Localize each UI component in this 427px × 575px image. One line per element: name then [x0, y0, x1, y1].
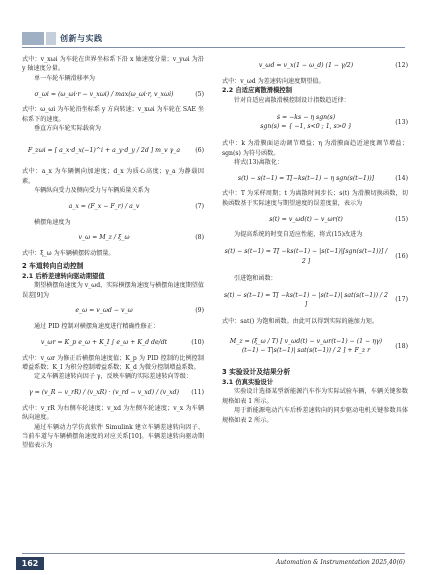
equation-line: ṡ = −ks − η sgn(s)	[276, 113, 336, 121]
equation-number: (10)	[191, 338, 204, 346]
journal-citation: Automation & Instrumentation 2025,40(6)	[275, 559, 405, 566]
equation-body: M_z = (ξ_ω / T) [ v_ωd(t) − v_ωr(t−1) − (1 − ηγ)(t−1) − T|s(t−1)| sat(s(t−1)) / 2 ] + F_z r	[229, 338, 383, 355]
paragraph: 式中：sat() 为饱和函数。由此可以得到实际的施加力矩。	[222, 318, 379, 326]
paragraph: 式中：k 为滑膜面运动调节增益；η 为滑膜面趋近速度调节增益；sgn(s) 为符号函数。	[222, 140, 408, 157]
equation-number: (6)	[195, 146, 204, 154]
right-column	[222, 55, 408, 425]
equation-body: s(t) = v_ωd(t) − v_ωr(t)	[269, 215, 343, 223]
equation-body: a_x = (F_x − F_r) / a_v	[68, 202, 140, 210]
header-rule	[22, 47, 405, 48]
paragraph: 用于新能源电动汽车后桥差速转向的同步驱动电机关键参数具体规格如表 2 所示。	[222, 407, 408, 424]
paragraph: 车辆纵向受力及侧向受力与车辆质量关系为	[34, 187, 150, 195]
paragraph: 通过车辆动力学仿真软件 Simulink 建立车辆差速转向因子、当前车道与车辆横摆角速度的对应关系[10]。车辆差速转向驱动期望值表示为	[22, 423, 204, 450]
equation-number: (15)	[395, 215, 408, 223]
paragraph: 期望横摆角速度为 v_ωd，实际横摆角速度与横摆角速度期望值误差[9]为	[22, 282, 204, 299]
paragraph: 将式(13)离散化：	[234, 159, 284, 167]
subsection-heading: 2.1 后桥差速转向驱动期望值	[22, 272, 105, 280]
equation-16	[222, 242, 408, 272]
header-decoration-light	[46, 32, 56, 45]
equation-number: (13)	[395, 118, 408, 126]
equation-body: σ_ωi = (ω_ωi·r − v_xωi) / max(ω_ωi·r, v_xωi)	[34, 90, 174, 98]
equation-14	[222, 169, 408, 187]
equation-number: (18)	[395, 342, 408, 350]
equation-number: (12)	[395, 62, 408, 70]
equation-15	[222, 210, 408, 228]
equation-body: v_ωd = v_x(1 − ω_d) (1 − γ/2)	[258, 62, 354, 70]
paragraph: 式中：ω_ωi 为车轮沿坐标系 y 方向转速；v_xωi 为车轮在 SAE 坐标系下的速度。	[22, 106, 204, 123]
subsection-heading: 2.2 自适应离散滑模控制	[222, 87, 293, 95]
paragraph: 式中：v_xωi 为车轮在世界坐标系下沿 x 轴速度分量；v_yωi 为沿 y 轴速度分量。	[22, 56, 204, 73]
equation-10	[22, 334, 204, 352]
paragraph: 式中：v_ωd 为差速转向速度期望值。	[222, 78, 325, 85]
section-heading: 3 实验设计及结果分析	[222, 368, 291, 377]
paragraph: 式中：ξ_ω 为车辆横摆转动惯量。	[22, 250, 115, 258]
equation-8	[22, 229, 204, 247]
paragraph: 式中：v_ωr 为修正后横摆角速度值；K_p 为 PID 控制的比例控制增益系数；K_I 为积分控制增益系数；K_d 为微分控制增益系数。	[22, 354, 204, 371]
equation-body: e_ω = v_ωd − v_ω	[75, 307, 133, 315]
equation-number: (14)	[395, 174, 408, 182]
paragraph: 单一车轮车辆滑移率为	[34, 74, 95, 82]
paragraph: 式中：T 为采样周期；t 为离散时间步长；s(t) 为滑膜切换函数，切换函数基于实际速度与期望速度的误差度量，表示为	[222, 190, 408, 207]
paragraph: 实验设计选择某型新能源汽车作为实际试验车辆，车辆关键参数规格如表 1 所示。	[222, 388, 408, 405]
equation-body: s(t) − s(t−1) = T[−ks(t−1) − η sgn(s(t−1))]	[237, 174, 375, 182]
section-heading: 2 车道转向自动控制	[22, 262, 84, 271]
paragraph: 垂直方向车轮实际载荷为	[34, 125, 102, 133]
header-decoration	[22, 32, 44, 45]
equation-body: γ = (v_R − v_rR) / (v_xR) · (v_rd − v_xd) / (v_xd)	[28, 389, 180, 397]
equation-13	[222, 107, 408, 137]
equation-number: (8)	[195, 234, 204, 242]
equation-number: (17)	[395, 296, 408, 304]
equation-body: s(t) − s(t−1) = T[ −ks(t−1) − |s(t−1)|[sgn(s(t−1))] / 2 ]	[224, 248, 388, 265]
paragraph: 式中：a_x 为车辆侧向加速度；d_x 为质心高度；γ_a 为静载因素。	[22, 168, 204, 185]
equation-number: (16)	[395, 252, 408, 260]
equation-body: F_zωi = [ a_x·d_x(−1)^i + a_y·d_y / 2d ] m_v γ_a	[27, 146, 181, 154]
paragraph: 通过 PID 控制对横摆角速度进行精确性修正：	[34, 323, 159, 331]
equation-12	[222, 57, 408, 75]
equation-body: s(t) − s(t−1) = T[ −ks(t−1) − |s(t−1)| sat(s(t−1)) / 2 ]	[224, 291, 388, 309]
equation-18	[222, 328, 408, 364]
equation-17	[222, 285, 408, 315]
equation-line: sgn(s) = { −1, s<0 ; 1, s>0 }	[260, 123, 352, 131]
equation-number: (11)	[191, 389, 204, 397]
equation-5	[22, 85, 204, 103]
equation-number: (7)	[195, 202, 204, 210]
left-column	[22, 55, 204, 451]
equation-body: v_ωr = K_p e_ω + K_I ∫ e_ω + K_d de/dt	[40, 338, 168, 346]
footer-rule	[22, 553, 405, 554]
paragraph: 式中：v_rR 为右侧车轮速度；v_xd 为左侧车轮速度；v_x 为车辆纵向速度。	[22, 404, 204, 422]
subsection-heading: 3.1 仿真实验设计	[222, 378, 274, 386]
equation-body	[222, 113, 390, 132]
page-header	[0, 0, 427, 58]
section-banner: 创新与实践	[60, 34, 103, 43]
equation-number: (9)	[195, 307, 204, 315]
page-number: 162	[16, 557, 44, 570]
paragraph: 为提高系统的时变自适应性能，将式(15)改进为	[234, 231, 363, 239]
equation-body: v_ω = M_z / ξ_ω	[78, 234, 130, 242]
equation-number: (5)	[195, 90, 204, 98]
paragraph: 横摆角速度为	[34, 218, 71, 226]
equation-7	[22, 198, 204, 216]
equation-11	[22, 384, 204, 402]
paragraph: 定义车辆差速转向因子 γ，反映车辆的实际差速转向等级：	[34, 373, 192, 381]
equation-6	[22, 135, 204, 165]
paragraph: 针对自适应离散滑模控制设计指数趋近律：	[234, 96, 350, 104]
paragraph: 引进饱和函数：	[234, 274, 277, 282]
equation-9	[22, 302, 204, 320]
